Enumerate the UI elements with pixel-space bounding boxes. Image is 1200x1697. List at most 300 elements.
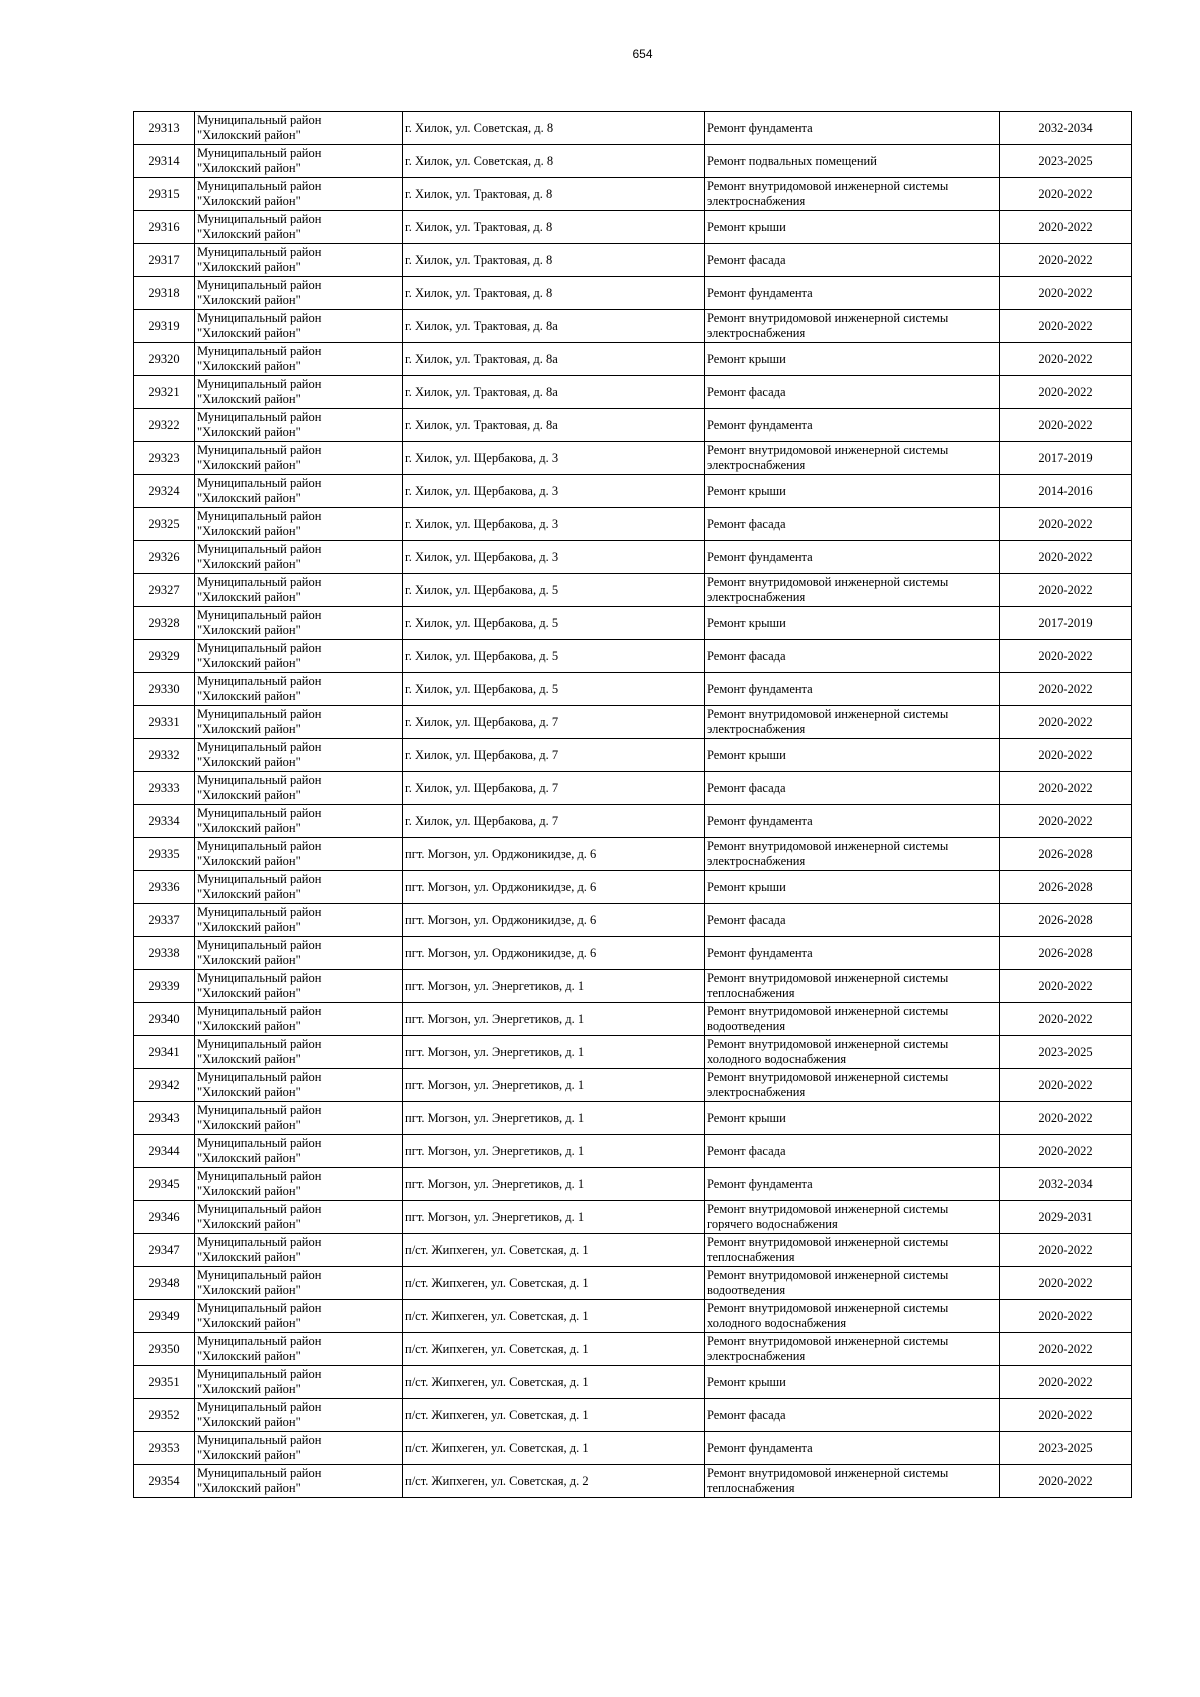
municipality-line-2: "Хилокский район" [197,425,301,439]
period-cell [1000,1267,1132,1300]
address-cell [403,937,705,970]
table-row [134,1135,1132,1168]
row-number-cell [134,607,195,640]
municipality-line-2: "Хилокский район" [197,887,301,901]
municipality-line-1: Муниципальный район [197,707,322,721]
row-number: 29314 [148,153,180,168]
municipality-line-1: Муниципальный район [197,1367,322,1381]
municipality-line-1: Муниципальный район [197,1004,322,1018]
work-type-cell [705,310,1000,343]
address-cell [403,541,705,574]
table-row [134,178,1132,211]
work-type-cell [705,1135,1000,1168]
table-row [134,970,1132,1003]
table-row [134,772,1132,805]
municipality-cell [195,277,403,310]
work-type-line-2: теплоснабжения [707,1481,795,1495]
period-text: 2020-2022 [1038,516,1093,531]
address-text: пгт. Могзон, ул. Орджоникидзе, д. 6 [405,846,597,861]
period-text: 2020-2022 [1038,681,1093,696]
table-row [134,937,1132,970]
table-row [134,475,1132,508]
municipality-line-2: "Хилокский район" [197,1250,301,1264]
municipality-line-1: Муниципальный район [197,608,322,622]
row-number: 29326 [148,549,180,564]
period-text: 2017-2019 [1038,615,1093,630]
municipality-line-2: "Хилокский район" [197,1217,301,1231]
municipality-line-1: Муниципальный район [197,476,322,490]
work-type-cell [705,1465,1000,1498]
row-number-cell [134,1432,195,1465]
period-text: 2020-2022 [1038,747,1093,762]
municipality-line-1: Муниципальный район [197,575,322,589]
period-cell [1000,904,1132,937]
period-text: 2020-2022 [1038,186,1093,201]
row-number-cell [134,1135,195,1168]
work-type-line-2: электроснабжения [707,722,806,736]
table-row [134,343,1132,376]
work-type-cell [705,343,1000,376]
period-text: 2020-2022 [1038,780,1093,795]
municipality-cell [195,1300,403,1333]
municipality-line-2: "Хилокский район" [197,194,301,208]
row-number: 29328 [148,615,180,630]
address-cell [403,1267,705,1300]
municipality-cell [195,673,403,706]
work-type-line-1: Ремонт внутридомовой инженерной системы [707,839,949,853]
row-number-cell [134,1102,195,1135]
table-row [134,1399,1132,1432]
period-text: 2023-2025 [1038,1044,1093,1059]
table-row [134,640,1132,673]
period-cell [1000,541,1132,574]
municipality-cell [195,1234,403,1267]
address-cell [403,442,705,475]
municipality-line-2: "Хилокский район" [197,392,301,406]
address-cell [403,343,705,376]
row-number: 29335 [148,846,180,861]
work-type-line-2: теплоснабжения [707,986,795,1000]
table-row [134,904,1132,937]
address-text: пгт. Могзон, ул. Энергетиков, д. 1 [405,1077,585,1092]
work-type-line-1: Ремонт крыши [707,351,786,366]
period-cell [1000,574,1132,607]
work-type-line-1: Ремонт фундамента [707,120,813,135]
period-cell [1000,1432,1132,1465]
row-number-cell [134,1201,195,1234]
table-body [134,112,1132,1498]
municipality-line-1: Муниципальный район [197,179,322,193]
work-type-line-2: электроснабжения [707,194,806,208]
period-cell [1000,211,1132,244]
address-text: г. Хилок, ул. Щербакова, д. 5 [405,681,559,696]
period-text: 2032-2034 [1038,120,1093,135]
municipality-line-1: Муниципальный район [197,344,322,358]
table-row [134,673,1132,706]
row-number: 29341 [148,1044,180,1059]
municipality-cell [195,409,403,442]
period-text: 2032-2034 [1038,1176,1093,1191]
municipality-line-2: "Хилокский район" [197,1316,301,1330]
table-row [134,1432,1132,1465]
municipality-line-1: Муниципальный район [197,1466,322,1480]
municipality-line-1: Муниципальный район [197,971,322,985]
work-type-line-2: холодного водоснабжения [707,1052,847,1066]
address-cell [403,244,705,277]
work-type-cell [705,1201,1000,1234]
work-type-line-2: электроснабжения [707,1349,806,1363]
municipality-line-1: Муниципальный район [197,1334,322,1348]
municipality-cell [195,838,403,871]
municipality-line-1: Муниципальный район [197,1301,322,1315]
row-number-cell [134,1003,195,1036]
municipality-cell [195,904,403,937]
municipality-line-2: "Хилокский район" [197,656,301,670]
period-text: 2020-2022 [1038,1407,1093,1422]
row-number: 29325 [148,516,180,531]
address-cell [403,1399,705,1432]
address-text: г. Хилок, ул. Щербакова, д. 5 [405,582,559,597]
work-type-line-1: Ремонт внутридомовой инженерной системы [707,707,949,721]
municipality-cell [195,310,403,343]
row-number: 29321 [148,384,180,399]
row-number: 29331 [148,714,180,729]
period-cell [1000,376,1132,409]
row-number: 29347 [148,1242,180,1257]
work-type-cell [705,1003,1000,1036]
row-number-cell [134,970,195,1003]
table-row [134,1201,1132,1234]
address-text: г. Хилок, ул. Советская, д. 8 [405,153,554,168]
municipality-line-2: "Хилокский район" [197,920,301,934]
address-text: г. Хилок, ул. Трактовая, д. 8а [405,318,558,333]
row-number: 29342 [148,1077,180,1092]
work-type-cell [705,1234,1000,1267]
period-text: 2023-2025 [1038,1440,1093,1455]
row-number-cell [134,343,195,376]
work-type-line-2: водоотведения [707,1019,786,1033]
address-cell [403,508,705,541]
address-cell [403,145,705,178]
row-number: 29330 [148,681,180,696]
address-text: пгт. Могзон, ул. Энергетиков, д. 1 [405,1209,585,1224]
address-cell [403,1069,705,1102]
work-type-line-1: Ремонт внутридомовой инженерной системы [707,311,949,325]
municipality-line-1: Муниципальный район [197,641,322,655]
address-cell [403,475,705,508]
municipality-line-2: "Хилокский район" [197,1085,301,1099]
work-type-line-1: Ремонт внутридомовой инженерной системы [707,1301,949,1315]
work-type-line-1: Ремонт крыши [707,219,786,234]
municipality-cell [195,178,403,211]
table-row [134,871,1132,904]
address-cell [403,1234,705,1267]
table-row [134,1003,1132,1036]
address-cell [403,871,705,904]
period-cell [1000,1366,1132,1399]
address-text: г. Хилок, ул. Трактовая, д. 8 [405,219,553,234]
row-number-cell [134,1168,195,1201]
municipality-cell [195,1102,403,1135]
municipality-line-2: "Хилокский район" [197,227,301,241]
table-row [134,1102,1132,1135]
municipality-line-1: Муниципальный район [197,1202,322,1216]
municipality-cell [195,706,403,739]
table-row [134,442,1132,475]
work-type-cell [705,706,1000,739]
address-text: г. Хилок, ул. Щербакова, д. 7 [405,714,559,729]
work-type-cell [705,475,1000,508]
address-cell [403,640,705,673]
address-text: п/ст. Жипхеген, ул. Советская, д. 1 [405,1308,589,1323]
work-type-cell [705,1069,1000,1102]
work-type-cell [705,1102,1000,1135]
work-type-line-2: теплоснабжения [707,1250,795,1264]
work-type-line-2: холодного водоснабжения [707,1316,847,1330]
address-cell [403,1366,705,1399]
table-row [134,409,1132,442]
row-number-cell [134,1366,195,1399]
work-type-line-1: Ремонт внутридомовой инженерной системы [707,1037,949,1051]
municipality-cell [195,970,403,1003]
address-text: пгт. Могзон, ул. Энергетиков, д. 1 [405,1044,585,1059]
row-number: 29352 [148,1407,180,1422]
period-text: 2026-2028 [1038,912,1093,927]
municipality-line-1: Муниципальный район [197,1169,322,1183]
address-cell [403,739,705,772]
work-type-line-1: Ремонт фасада [707,384,786,399]
municipality-line-2: "Хилокский район" [197,1052,301,1066]
work-type-line-1: Ремонт крыши [707,483,786,498]
table-row [134,145,1132,178]
address-cell [403,310,705,343]
row-number: 29345 [148,1176,180,1191]
address-text: г. Хилок, ул. Щербакова, д. 3 [405,450,559,465]
municipality-line-2: "Хилокский район" [197,722,301,736]
address-text: п/ст. Жипхеген, ул. Советская, д. 1 [405,1407,589,1422]
municipality-line-2: "Хилокский район" [197,260,301,274]
period-cell [1000,1003,1132,1036]
municipality-line-2: "Хилокский район" [197,1118,301,1132]
period-text: 2020-2022 [1038,1077,1093,1092]
work-type-cell [705,1300,1000,1333]
table-row [134,574,1132,607]
municipality-line-2: "Хилокский район" [197,1448,301,1462]
period-text: 2017-2019 [1038,450,1093,465]
municipality-line-1: Муниципальный район [197,410,322,424]
row-number-cell [134,904,195,937]
period-cell [1000,508,1132,541]
row-number: 29327 [148,582,180,597]
work-type-cell [705,838,1000,871]
municipality-line-2: "Хилокский район" [197,1415,301,1429]
work-type-line-1: Ремонт внутридомовой инженерной системы [707,1268,949,1282]
work-type-cell [705,640,1000,673]
period-cell [1000,805,1132,838]
period-text: 2020-2022 [1038,1374,1093,1389]
work-type-cell [705,871,1000,904]
work-type-cell [705,178,1000,211]
work-type-cell [705,244,1000,277]
row-number: 29323 [148,450,180,465]
address-text: г. Хилок, ул. Трактовая, д. 8а [405,351,558,366]
work-type-line-1: Ремонт фундамента [707,945,813,960]
address-text: г. Хилок, ул. Трактовая, д. 8а [405,417,558,432]
work-type-cell [705,937,1000,970]
row-number: 29332 [148,747,180,762]
table-row [134,277,1132,310]
row-number: 29353 [148,1440,180,1455]
row-number-cell [134,1234,195,1267]
row-number-cell [134,409,195,442]
period-cell [1000,1069,1132,1102]
work-type-line-1: Ремонт фундамента [707,1176,813,1191]
address-text: п/ст. Жипхеген, ул. Советская, д. 1 [405,1275,589,1290]
address-text: п/ст. Жипхеген, ул. Советская, д. 1 [405,1242,589,1257]
municipality-line-1: Муниципальный район [197,1400,322,1414]
municipality-cell [195,772,403,805]
row-number: 29340 [148,1011,180,1026]
municipality-line-2: "Хилокский район" [197,557,301,571]
period-text: 2020-2022 [1038,549,1093,564]
municipality-line-1: Муниципальный район [197,674,322,688]
municipality-line-2: "Хилокский район" [197,1019,301,1033]
row-number: 29329 [148,648,180,663]
row-number-cell [134,1465,195,1498]
work-type-cell [705,442,1000,475]
address-cell [403,211,705,244]
address-cell [403,1135,705,1168]
period-cell [1000,739,1132,772]
row-number-cell [134,1333,195,1366]
address-text: г. Хилок, ул. Щербакова, д. 7 [405,780,559,795]
table-row [134,310,1132,343]
table-row [134,112,1132,145]
row-number-cell [134,706,195,739]
municipality-line-1: Муниципальный район [197,938,322,952]
row-number-cell [134,442,195,475]
municipality-line-1: Муниципальный район [197,212,322,226]
row-number-cell [134,1267,195,1300]
row-number-cell [134,673,195,706]
municipality-line-2: "Хилокский район" [197,326,301,340]
period-text: 2020-2022 [1038,219,1093,234]
table-row [134,1333,1132,1366]
address-cell [403,1432,705,1465]
municipality-line-1: Муниципальный район [197,278,322,292]
period-cell [1000,1399,1132,1432]
work-type-line-1: Ремонт подвальных помещений [707,153,877,168]
work-type-line-2: электроснабжения [707,326,806,340]
municipality-cell [195,211,403,244]
municipality-line-1: Муниципальный район [197,1235,322,1249]
address-cell [403,112,705,145]
row-number-cell [134,640,195,673]
work-type-line-1: Ремонт фундамента [707,417,813,432]
period-cell [1000,442,1132,475]
work-type-line-1: Ремонт крыши [707,1110,786,1125]
address-cell [403,178,705,211]
work-type-cell [705,607,1000,640]
table-row [134,739,1132,772]
municipality-cell [195,574,403,607]
work-type-line-2: электроснабжения [707,854,806,868]
table-row [134,805,1132,838]
address-cell [403,1333,705,1366]
municipality-line-2: "Хилокский район" [197,524,301,538]
row-number-cell [134,574,195,607]
work-type-line-1: Ремонт фундамента [707,549,813,564]
period-text: 2020-2022 [1038,1473,1093,1488]
table-row [134,1465,1132,1498]
period-text: 2020-2022 [1038,384,1093,399]
address-text: п/ст. Жипхеген, ул. Советская, д. 1 [405,1341,589,1356]
address-text: п/ст. Жипхеген, ул. Советская, д. 1 [405,1440,589,1455]
municipality-line-2: "Хилокский район" [197,590,301,604]
period-cell [1000,706,1132,739]
period-cell [1000,1465,1132,1498]
row-number-cell [134,376,195,409]
table-row [134,1069,1132,1102]
municipality-line-1: Муниципальный район [197,740,322,754]
row-number: 29315 [148,186,180,201]
table-row [134,1366,1132,1399]
municipality-cell [195,376,403,409]
municipality-cell [195,1036,403,1069]
work-type-line-1: Ремонт внутридомовой инженерной системы [707,971,949,985]
table-row [134,1234,1132,1267]
municipality-line-1: Муниципальный район [197,839,322,853]
row-number: 29333 [148,780,180,795]
row-number: 29324 [148,483,180,498]
row-number-cell [134,871,195,904]
row-number: 29337 [148,912,180,927]
repair-schedule-table [133,111,1132,1498]
row-number-cell [134,475,195,508]
work-type-line-1: Ремонт крыши [707,615,786,630]
period-cell [1000,772,1132,805]
address-text: г. Хилок, ул. Трактовая, д. 8 [405,285,553,300]
period-text: 2026-2028 [1038,945,1093,960]
row-number: 29336 [148,879,180,894]
row-number-cell [134,805,195,838]
municipality-line-1: Муниципальный район [197,542,322,556]
work-type-cell [705,211,1000,244]
period-cell [1000,937,1132,970]
row-number: 29316 [148,219,180,234]
municipality-line-1: Муниципальный район [197,1103,322,1117]
table-row [134,1300,1132,1333]
period-text: 2026-2028 [1038,846,1093,861]
address-text: г. Хилок, ул. Трактовая, д. 8а [405,384,558,399]
work-type-line-1: Ремонт фундамента [707,1440,813,1455]
address-text: г. Хилок, ул. Щербакова, д. 3 [405,516,559,531]
municipality-cell [195,145,403,178]
period-cell [1000,145,1132,178]
municipality-line-2: "Хилокский район" [197,1349,301,1363]
address-text: г. Хилок, ул. Щербакова, д. 7 [405,747,559,762]
address-cell [403,970,705,1003]
row-number-cell [134,739,195,772]
municipality-line-1: Муниципальный район [197,1037,322,1051]
row-number: 29317 [148,252,180,267]
municipality-line-1: Муниципальный район [197,377,322,391]
row-number-cell [134,508,195,541]
work-type-line-1: Ремонт внутридомовой инженерной системы [707,179,949,193]
work-type-line-2: электроснабжения [707,1085,806,1099]
work-type-line-1: Ремонт фасада [707,516,786,531]
municipality-line-2: "Хилокский район" [197,755,301,769]
